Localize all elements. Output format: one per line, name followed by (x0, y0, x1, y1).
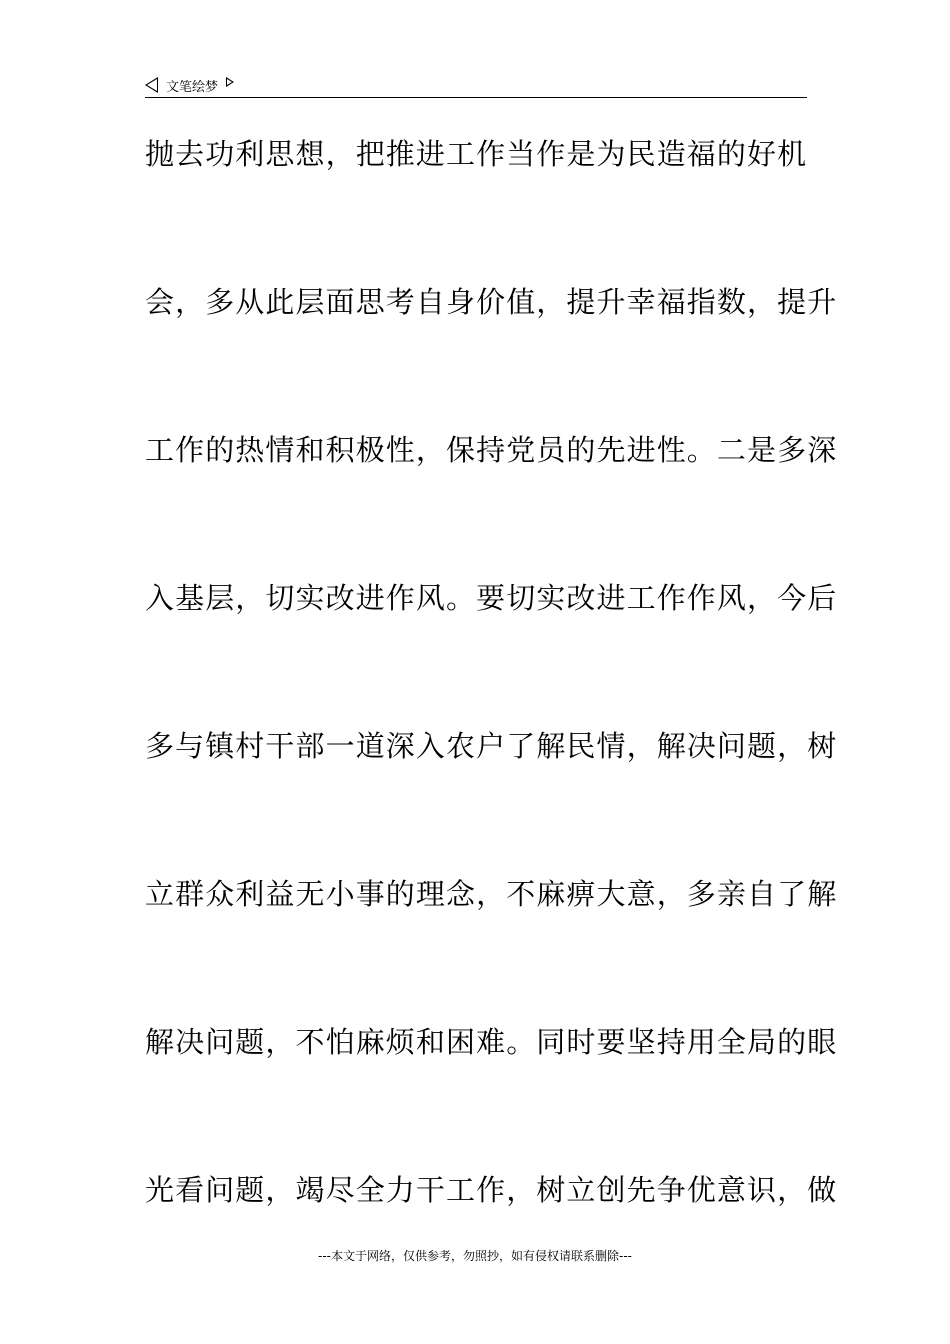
page-header (145, 74, 234, 96)
body-line: 光看问题，竭尽全力干工作，树立创先争优意识，做 (145, 1173, 838, 1207)
left-triangle-icon (145, 77, 158, 93)
header-divider (145, 97, 807, 98)
document-body (145, 132, 838, 1316)
right-triangle-icon (226, 77, 234, 87)
body-line: 工作的热情和积极性，保持党员的先进性。二是多深 (145, 433, 838, 467)
body-line: 抛去功利思想，把推进工作当作是为民造福的好机 (145, 137, 808, 171)
body-line: 解决问题，不怕麻烦和困难。同时要坚持用全局的眼 (145, 1025, 838, 1059)
header-title: 文笔绘梦 (166, 79, 219, 95)
footer-disclaimer: ---本文于网络，仅供参考，勿照抄，如有侵权请联系删除--- (318, 1249, 632, 1263)
body-line: 会，多从此层面思考自身价值，提升幸福指数，提升 (145, 285, 838, 319)
body-line: 立群众利益无小事的理念，不麻痹大意，多亲自了解 (145, 877, 838, 911)
body-line: 多与镇村干部一道深入农户了解民情，解决问题，树 (145, 729, 838, 763)
body-line: 入基层，切实改进作风。要切实改进工作作风，今后 (145, 581, 838, 615)
